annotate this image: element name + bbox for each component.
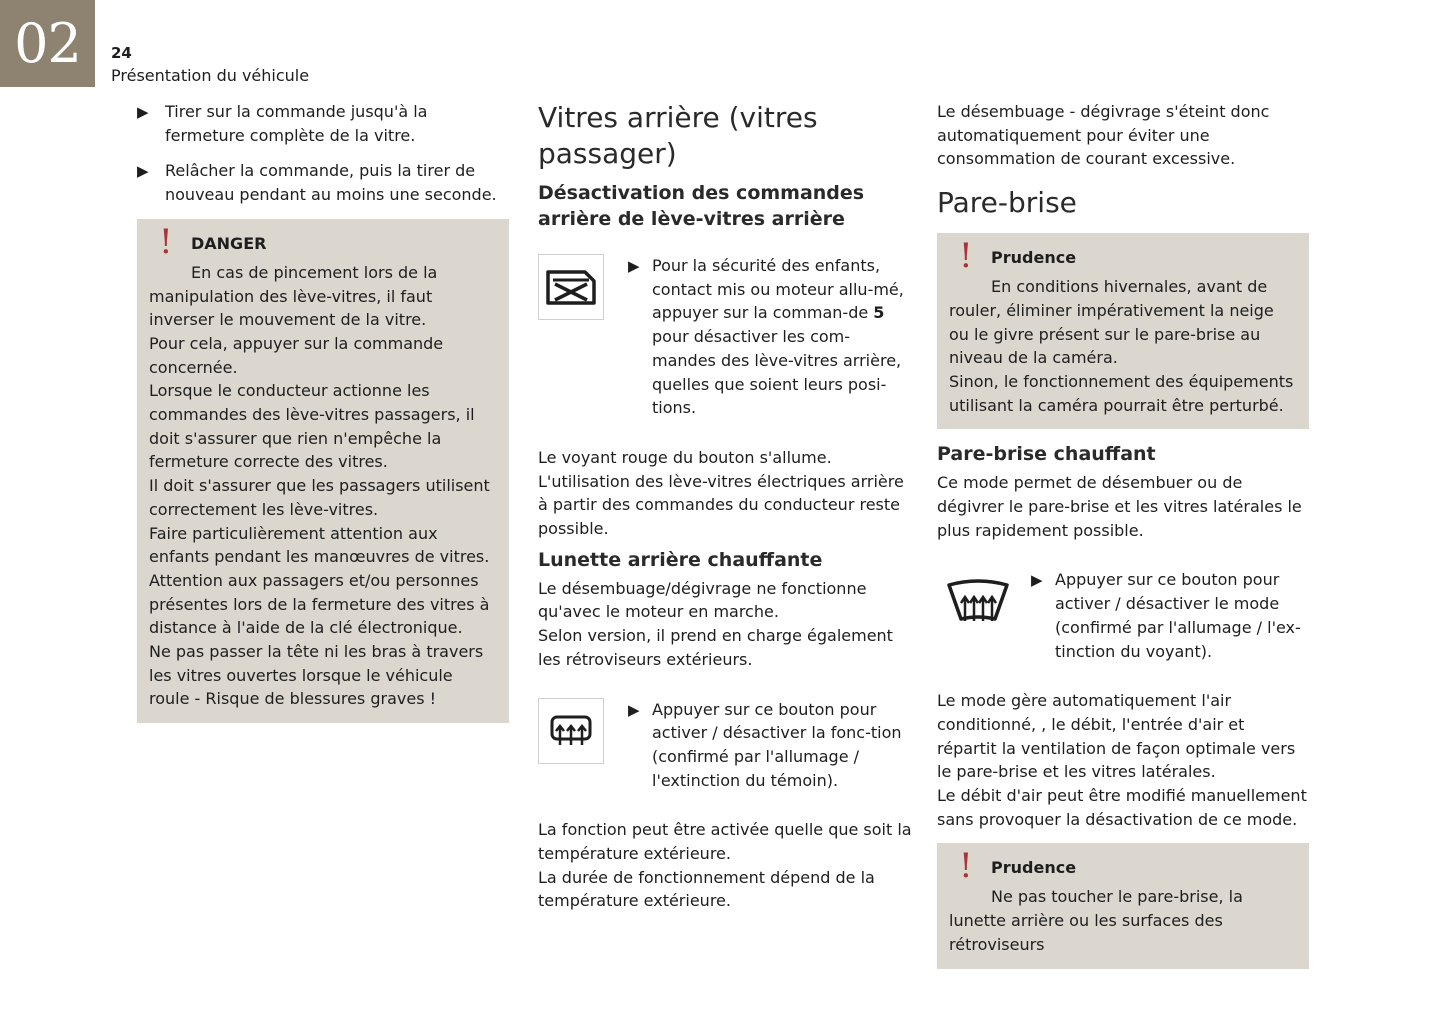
danger-paragraph: En cas de pincement lors de la manipulation des lève-vitres, il faut inverser le mouvement de la vitre. <box>149 262 438 330</box>
triangle-right-icon: ▶ <box>137 162 149 181</box>
body-text: L'utilisation des lève-vitres électriques arrière à partir des commandes du conducteur reste possible. <box>538 471 904 539</box>
body-text: Le débit d'air peut être modifié manuellement sans provoquer la désactivation de ce mode. <box>937 786 1307 829</box>
bullet-item <box>137 100 509 147</box>
exclamation-icon: ! <box>959 236 973 277</box>
danger-paragraph: Ne pas passer la tête ni les bras à travers les vitres ouvertes lorsque le véhicule roule - Risque de blessures graves ! <box>149 642 484 709</box>
prudence-paragraph: En conditions hivernales, avant de rouler, éliminer impérativement la neige ou le givre présent sur le pare-brise au niveau de la caméra. <box>949 277 1274 368</box>
windshield-defrost-icon <box>937 568 1019 632</box>
triangle-right-icon: ▶ <box>1031 571 1043 590</box>
bullet-item <box>137 159 509 206</box>
triangle-right-icon: ▶ <box>628 257 640 275</box>
prudence-paragraph: Sinon, le fonctionnement des équipements utilisant la caméra pourrait être perturbé. <box>949 371 1294 415</box>
bullet-text: Pour la sécurité des enfants, contact mis ou moteur allu-mé, appuyer sur la comman-de <box>652 256 904 323</box>
danger-box <box>137 219 509 723</box>
windshield-defrost-instruction <box>937 568 1309 663</box>
danger-paragraph: Attention aux passagers et/ou personnes présentes lors de la fermeture des vitres à distance à l'aide de la clé électronique. <box>149 570 490 638</box>
danger-title: DANGER <box>191 233 267 253</box>
rear-window-lock-icon <box>538 254 604 320</box>
prudence-title: Prudence <box>991 248 1077 268</box>
exclamation-icon: ! <box>959 846 973 887</box>
rear-defrost-instruction <box>538 698 913 793</box>
bullet-item <box>1031 568 1309 663</box>
danger-paragraph: Il doit s'assurer que les passagers utilisent correctement les lève-vitres. <box>149 476 490 519</box>
bullet-text: pour désactiver les com-mandes des lève-vitres arrière, quelles que soient leurs posi-tions. <box>652 327 902 418</box>
body-text: Selon version, il prend en charge également les rétroviseurs extérieurs. <box>538 626 893 669</box>
section-title: Présentation du véhicule <box>111 66 310 85</box>
danger-paragraph: Lorsque le conducteur actionne les commandes des lève-vitres passagers, il doit s'assurer que rien n'empêche la fermeture correcte des vitres. <box>149 381 475 472</box>
body-text: La durée de fonctionnement dépend de la température extérieure. <box>538 867 875 911</box>
prudence-box <box>937 843 1309 968</box>
bullet-text: Tirer sur la commande jusqu'à la fermeture complète de la vitre. <box>165 102 428 145</box>
triangle-right-icon: ▶ <box>137 103 149 121</box>
section-heading: Vitres arrière (vitres passager) <box>538 101 818 170</box>
exclamation-icon: ! <box>159 221 173 262</box>
body-text: Le désembuage/dégivrage ne fonctionne qu'avec le moteur en marche. <box>538 578 867 622</box>
body-text: Le voyant rouge du bouton s'allume. <box>538 447 832 467</box>
body-text: Le mode gère automatiquement l'air conditionné, , le débit, l'entrée d'air et répartit la ventilation de façon optimale vers le pare-brise et les vitres latérales. <box>937 691 1296 782</box>
column-2 <box>538 100 913 913</box>
body-text: La fonction peut être activée quelle que soit la température extérieure. <box>538 820 912 864</box>
bullet-text: Relâcher la commande, puis la tirer de nouveau pendant au moins une seconde. <box>165 161 497 205</box>
body-text: Le désembuage - dégivrage s'éteint donc automatiquement pour éviter une consommation de courant excessive. <box>937 102 1270 169</box>
column-1 <box>137 100 509 723</box>
subsection-heading: Désactivation des commandes arrière de lève-vitres arrière <box>538 182 865 230</box>
danger-paragraph: Pour cela, appuyer sur la commande concernée. <box>149 333 444 377</box>
danger-paragraph: Faire particulièrement attention aux enfants pendant les manœuvres de vitres. <box>149 523 490 567</box>
control-number: 5 <box>873 303 885 323</box>
bullet-item <box>628 698 912 793</box>
rear-defrost-icon <box>538 698 604 764</box>
subsection-heading: Pare-brise chauffant <box>937 443 1156 466</box>
prudence-paragraph: Ne pas toucher le pare-brise, la lunette arrière ou les surfaces des rétroviseurs <box>949 887 1243 954</box>
column-3 <box>937 100 1309 969</box>
prudence-box <box>937 233 1309 429</box>
bullet-text: Appuyer sur ce bouton pour activer / désactiver le mode (confirmé par l'allumage / l'ex-tinction du voyant). <box>1055 570 1301 661</box>
window-lock-instruction <box>538 254 913 420</box>
page-number: 24 <box>111 44 132 62</box>
body-text: Ce mode permet de désembuer ou de dégivrer le pare-brise et les vitres latérales le plus rapidement possible. <box>937 473 1302 540</box>
prudence-title: Prudence <box>991 858 1077 878</box>
bullet-text: Appuyer sur ce bouton pour activer / désactiver la fonc-tion (confirmé par l'allumage / l'extinction du témoin). <box>652 699 902 790</box>
section-heading: Pare-brise <box>937 186 1077 220</box>
bullet-item <box>628 254 912 420</box>
triangle-right-icon: ▶ <box>628 700 640 719</box>
subsection-heading: Lunette arrière chauffante <box>538 548 823 571</box>
chapter-number: 02 <box>0 0 95 87</box>
